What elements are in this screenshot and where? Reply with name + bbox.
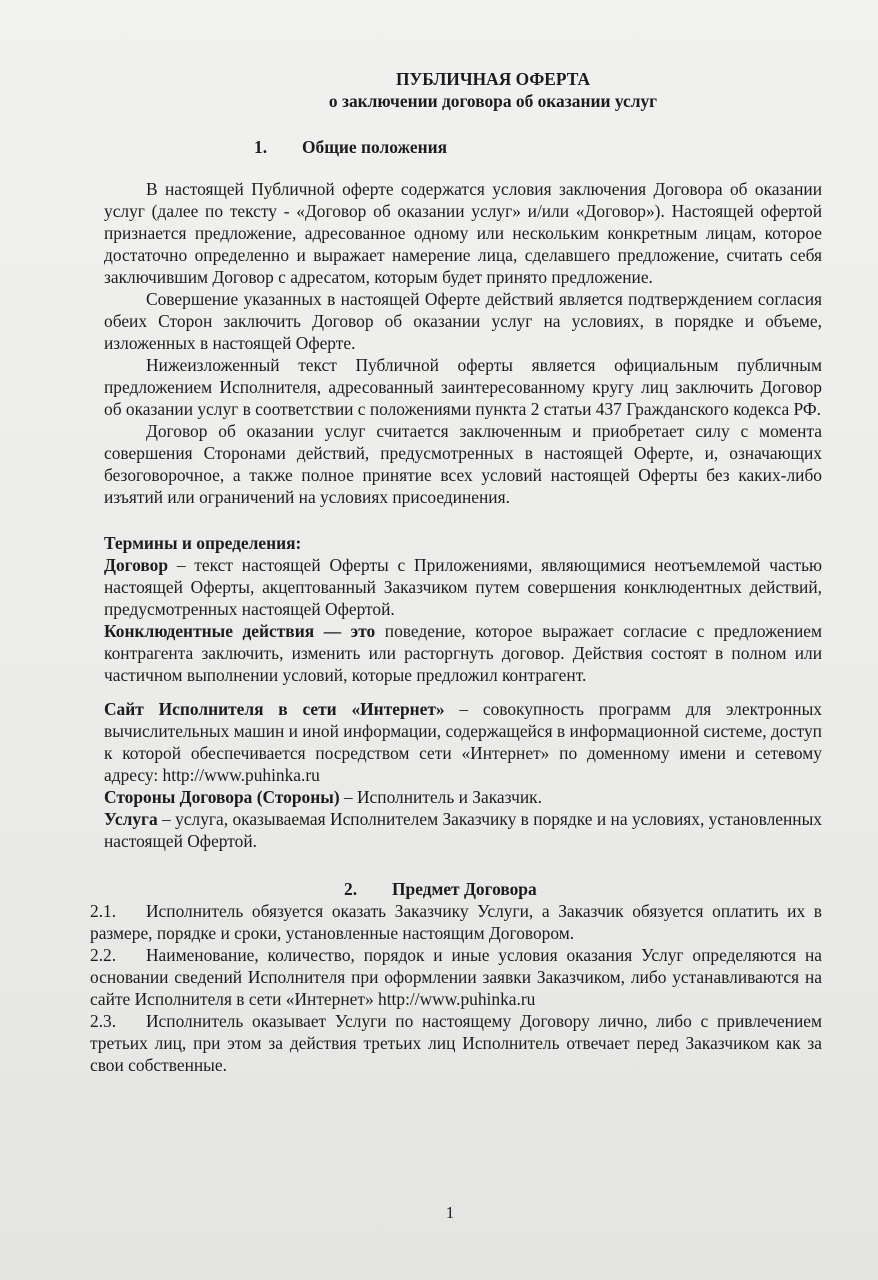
- clause-text: Наименование, количество, порядок и иные условия оказания Услуг определяются на основании сведений Исполнителя при оформлении заявки Заказчиком, либо устанавливаются на сайте Исполнителя в сети «Интернет» http://www.puhinka.ru: [90, 945, 822, 1009]
- clause-text: Исполнитель обязуется оказать Заказчику Услуги, а Заказчик обязуется оплатить их в размере, порядке и сроки, установленные настоящим Договором.: [90, 901, 822, 943]
- clause-text: Исполнитель оказывает Услуги по настоящему Договору лично, либо с привлечением третьих лиц, при этом за действия третьих лиц Исполнитель отвечает перед Заказчиком как за свои собственные.: [90, 1011, 822, 1075]
- section-1-paragraph: Договор об оказании услуг считается заключенным и приобретает силу с момента совершения Сторонами действий, предусмотренных в настоящей Оферте, и, означающих безоговорочное, а также полное принятие всех условий настоящей Оферты без каких-либо изъятий или ограничений на условиях присоединения.: [104, 421, 822, 507]
- section-1-paragraph: Нижеизложенный текст Публичной оферты является официальным публичным предложением Исполнителя, адресованный заинтересованному кругу лиц заключить Договор об оказании услуг в соответствии с положениями пункта 2 статьи 437 Гражданского кодекса РФ.: [104, 355, 822, 419]
- term-item: [104, 698, 822, 786]
- clause-number: 2.2.: [90, 945, 117, 965]
- term-name: Сайт Исполнителя в сети «Интернет»: [104, 699, 445, 719]
- term-definition: поведение, которое выражает согласие с предложением контрагента заключить, изменить или расторгнуть договор. Действия состоят в полном или частичном выполнении условий, которые предложил контрагент.: [104, 621, 822, 685]
- page-number: 1: [445, 1203, 455, 1222]
- term-item: [104, 808, 822, 852]
- clause: [90, 1010, 822, 1076]
- term-definition: – совокупность программ для электронных вычислительных машин и иной информации, содержащейся в информационной системе, доступ к которой обеспечивается посредством сети «Интернет» по доменному имени и сетевому адресу: http://www.puhinka.ru: [104, 699, 822, 785]
- term-item: [104, 554, 822, 620]
- document-subtitle: о заключении договора об оказании услуг: [328, 91, 658, 111]
- section-1-title: Общие положения: [302, 137, 448, 157]
- term-definition: – услуга, оказываемая Исполнителем Заказчику в порядке и на условиях, установленных настоящей Офертой.: [104, 809, 822, 851]
- term-definition: – текст настоящей Оферты с Приложениями, являющимися неотъемлемой частью настоящей Оферты, акцептованный Заказчиком путем совершения конклюдентных действий, предусмотренных настоящей Офертой.: [104, 555, 822, 619]
- section-2-heading: [104, 878, 822, 900]
- terms-heading: Термины и определения:: [104, 533, 302, 553]
- term-name: Услуга: [104, 809, 158, 829]
- section-1-paragraph: Совершение указанных в настоящей Оферте действий является подтверждением согласия обеих Сторон заключить Договор об оказании услуг на условиях, в порядке и объеме, изложенных в настоящей Оферте.: [104, 289, 822, 353]
- clause-number: 2.3.: [90, 1011, 117, 1031]
- section-2-number: 2.: [344, 879, 358, 899]
- term-definition: – Исполнитель и Заказчик.: [339, 787, 542, 807]
- section-1-heading: [104, 136, 822, 158]
- section-2-title: Предмет Договора: [392, 879, 537, 899]
- term-name: Договор: [104, 555, 169, 575]
- term-item: [104, 786, 822, 808]
- clause-number: 2.1.: [90, 901, 117, 921]
- document-title: ПУБЛИЧНАЯ ОФЕРТА: [396, 69, 590, 89]
- term-name: Конклюдентные действия — это: [104, 621, 376, 641]
- section-1-paragraph: В настоящей Публичной оферте содержатся условия заключения Договора об оказании услуг (далее по тексту - «Договор об оказании услуг» и/или «Договор»). Настоящей офертой признается предложение, адресованное одному или нескольким конкретным лицам, которое достаточно определенно и выражает намерение лица, сделавшего предложение, считать себя заключившим Договор с адресатом, которым будет принято предложение.: [104, 179, 822, 287]
- term-name: Стороны Договора (Стороны): [104, 787, 340, 807]
- term-item: [104, 620, 822, 686]
- section-1-number: 1.: [254, 137, 268, 157]
- clause: [90, 944, 822, 1010]
- clause: [90, 900, 822, 944]
